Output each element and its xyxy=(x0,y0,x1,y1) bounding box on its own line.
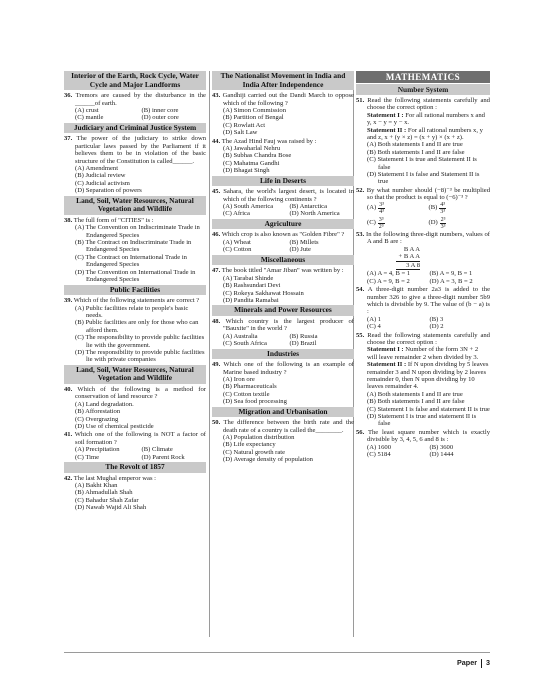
option-item: (C) Rowlatt Act xyxy=(223,121,266,129)
option-item: (D) Brazil xyxy=(289,340,317,348)
question-text: Which crop is also known as "Golden Fibre" ? xyxy=(221,231,345,239)
question-line xyxy=(212,92,354,107)
option-item: (C) Cotton textile xyxy=(223,390,270,398)
option-item: (C) Bahadur Shah Zafar xyxy=(75,496,139,504)
options-grid xyxy=(212,203,354,218)
question-line xyxy=(64,92,206,107)
option-item: (B) Climate xyxy=(141,446,173,454)
question-block xyxy=(212,188,354,218)
section-heading: Agriculture xyxy=(212,219,354,230)
option-item: (C) Mahatma Gandhi xyxy=(223,159,280,167)
option-item: (A) Jawaharlal Nehru xyxy=(223,145,281,153)
option-item: (C) 4 xyxy=(367,323,381,331)
question-55 xyxy=(356,332,490,428)
question-53 xyxy=(356,231,490,285)
question-text: Read the following statements carefully and choose the correct option : xyxy=(367,331,490,346)
option-item: (C) Overgrazing xyxy=(75,415,119,423)
option-item: (C) Judicial activism xyxy=(75,179,130,187)
option-item: (D) A = 3, B = 2 xyxy=(429,277,473,285)
question-number: 48. xyxy=(212,317,221,325)
question-text: The full form of "CITIES" is : xyxy=(73,216,154,224)
option-item: (B) The Contract on Indiscriminate Trade in Endangered Species xyxy=(75,239,192,254)
column-divider xyxy=(209,71,210,637)
statement-1: Statement I : Number of the form 3N + 2 will leave remainder 2 when divided by 3. xyxy=(367,346,479,361)
question-text: Which country is the largest producer of "Bauxite" in the world ? xyxy=(223,317,354,333)
question-text: Which one of the following is an example of Marine based industry ? xyxy=(223,361,355,376)
options-list xyxy=(212,434,354,464)
question-block xyxy=(212,92,354,136)
section-heading: The Nationalist Movement in India and India After Independence xyxy=(212,71,354,90)
option-item: (B) Both statements I and II are false xyxy=(367,398,465,406)
question-text: The book titled "Amar Jiban" was written by : xyxy=(221,267,344,275)
addition-problem: B A A + B A A 3 A 8 xyxy=(356,246,490,271)
option-item: (A) Public facilities relate to people's basic needs. xyxy=(75,304,189,319)
options-list xyxy=(212,145,354,175)
question-number: 56. xyxy=(356,428,365,436)
option-item: (A) Both statements I and II are true xyxy=(367,141,463,149)
option-item: (D) Sea food processing xyxy=(223,398,287,406)
options-list xyxy=(64,165,206,195)
question-block xyxy=(212,361,354,405)
question-line xyxy=(64,431,206,446)
question-line xyxy=(212,188,354,203)
option-item: (D) Statement I is true and statement II is false xyxy=(367,413,477,428)
options-list xyxy=(356,141,490,185)
options-list xyxy=(212,376,354,406)
option-item: (C) Rokeya Sakhawat Hossain xyxy=(223,289,304,297)
question-block xyxy=(212,138,354,175)
section-heading: Public Facilities xyxy=(64,285,206,296)
section-title-mathematics: MATHEMATICS xyxy=(356,71,490,83)
question-line xyxy=(212,318,354,333)
option-item: (C) Time xyxy=(75,453,100,461)
options-grid xyxy=(356,444,490,459)
question-block xyxy=(64,217,206,284)
section-heading: Life in Deserts xyxy=(212,176,354,187)
options-grid xyxy=(64,446,206,461)
question-text: Which of the following statements are correct ? xyxy=(73,297,200,305)
option-item: (B) Partition of Bengal xyxy=(223,114,284,122)
question-text: The least square number which is exactly divisible by 3, 4, 5, 6 and 8 is : xyxy=(367,428,490,444)
option-item: (D) 2 xyxy=(429,323,444,331)
column-social-science-2 xyxy=(212,71,354,465)
option-item: (B) Both statements I and II are false xyxy=(367,148,465,156)
option-item: (C) Statement I is false and statement II is true xyxy=(367,405,490,413)
option-item: (B) Millets xyxy=(289,238,319,246)
option-item: (D) Salt Law xyxy=(223,129,258,137)
option-item: (D) Statement I is false and Statement II is true xyxy=(367,171,480,186)
question-line xyxy=(212,231,354,238)
option-d: (D) $\frac{\text{2³}}{\text{3³}}$ xyxy=(428,216,446,230)
option-item: (A) 1600 xyxy=(367,443,391,451)
question-block xyxy=(64,135,206,194)
column-social-science-1 xyxy=(64,71,206,513)
question-text: The last Mughal emperor was : xyxy=(73,474,156,482)
option-item: (C) Africa xyxy=(223,210,250,218)
question-block xyxy=(64,475,206,512)
option-item: (B) Judicial review xyxy=(75,172,126,180)
question-text: Which of the following is a method for conservation of land resource ? xyxy=(75,385,206,401)
question-text: A three-digit number 2a3 is added to the number 326 to give a three-digit number 5b9 which is divisible by 9. The value of (b − a) is : xyxy=(367,286,490,316)
option-item: (A) South America xyxy=(223,203,274,211)
option-item: (A) Precipitation xyxy=(75,446,120,454)
question-line xyxy=(212,138,354,145)
option-item: (A) Australia xyxy=(223,332,258,340)
question-number: 55. xyxy=(356,331,365,339)
option-item: (B) inner core xyxy=(141,107,179,114)
column-mathematics xyxy=(356,71,490,459)
question-51 xyxy=(356,97,490,186)
question-text: Sahara, the world's largest desert, is located in which of the following continents ? xyxy=(223,188,355,203)
section-heading: Migration and Urbanisation xyxy=(212,407,354,418)
option-item: (B) Subhas Chandra Bose xyxy=(223,152,292,160)
option-item: (D) 1444 xyxy=(429,451,454,459)
question-number: 45. xyxy=(212,188,221,196)
option-item: (A) Bakht Khan xyxy=(75,482,118,489)
option-item: (D) North America xyxy=(289,210,340,218)
question-number: 47. xyxy=(212,267,221,275)
option-item: (C) Cotton xyxy=(223,246,252,254)
options-list xyxy=(212,107,354,137)
question-number: 40. xyxy=(64,385,73,393)
option-item: (A) 1 xyxy=(367,315,382,323)
option-item: (A) Population distribution xyxy=(223,433,295,441)
option-item: (A) Simon Commission xyxy=(223,107,287,114)
question-line xyxy=(64,386,206,401)
question-number: 36. xyxy=(64,92,73,100)
option-b: (B) $\frac{\text{4³}}{\text{3³}}$ xyxy=(428,201,446,215)
section-heading: Industries xyxy=(212,349,354,360)
question-block xyxy=(64,297,206,364)
question-number: 43. xyxy=(212,92,221,100)
question-number: 50. xyxy=(212,419,221,427)
question-number: 46. xyxy=(212,231,221,239)
question-line xyxy=(64,297,206,304)
question-block xyxy=(212,419,354,463)
footer-rule xyxy=(64,652,490,653)
options-grid xyxy=(356,270,490,285)
options-grid xyxy=(356,316,490,331)
option-item: (D) Separation of powers xyxy=(75,187,142,195)
option-item: (A) Land degradation. xyxy=(75,400,134,408)
question-54 xyxy=(356,286,490,330)
options-grid xyxy=(356,270,490,285)
section-subtitle: Number System xyxy=(356,84,490,95)
footer-label: Paper xyxy=(457,658,477,667)
section-heading: Minerals and Power Resources xyxy=(212,305,354,316)
option-item: (A) crust xyxy=(75,107,99,114)
section-heading: Judiciary and Criminal Justice System xyxy=(64,123,206,134)
question-52 xyxy=(356,187,490,230)
options-grid xyxy=(64,107,206,122)
option-item: (C) mantle xyxy=(75,114,104,122)
option-item: (C) Natural growth rate xyxy=(223,448,286,456)
option-item: (B) Pharmaceuticals xyxy=(223,383,277,391)
option-item: (B) Antarctica xyxy=(289,203,328,211)
options-list xyxy=(64,401,206,431)
option-item: (B) Russia xyxy=(289,332,318,340)
section-heading: Miscellaneous xyxy=(212,255,354,266)
option-item: (C) South Africa xyxy=(223,340,267,348)
question-text: By what number should (−8)⁻³ be multiplied so that the product is equal to (−6)⁻³ ? xyxy=(366,186,491,202)
question-number: 39. xyxy=(64,297,73,305)
question-block xyxy=(64,431,206,461)
option-item: (A) The Convention on Indiscriminate Trade in Endangered Species xyxy=(75,224,200,239)
question-block xyxy=(212,267,354,304)
options-list xyxy=(64,482,206,512)
options-grid xyxy=(212,333,354,348)
options-grid xyxy=(212,239,354,254)
question-number: 41. xyxy=(64,431,73,439)
option-item: (C) A = 9, B = 2 xyxy=(367,277,410,285)
options-list xyxy=(212,275,354,305)
question-line xyxy=(212,267,354,274)
option-item: (C) The responsibility to provide public facilities lie with the government. xyxy=(75,334,205,349)
question-number: 51. xyxy=(356,97,365,104)
section-heading: Land, Soil, Water Resources, Natural Vegetation and Wildlife xyxy=(64,365,206,384)
question-text: Read the following statements carefully and choose the correct option : xyxy=(367,97,490,112)
question-number: 37. xyxy=(64,135,73,143)
question-block xyxy=(212,231,354,253)
option-c: (C) $\frac{\text{3³}}{\text{2³}}$ xyxy=(367,216,384,230)
question-text: The power of the judiciary to strike down particular laws passed by the Parliament if it believes them to be in violation of the basic structure of the Constitution is called______. xyxy=(75,135,207,165)
statement-2: Statement II : If N upon dividing by 5 leaves remainder 3 and N upon dividing by 2 leaves remainder 0, then N upon dividing by 10 leaves remainder 4. xyxy=(367,361,489,391)
footer-separator xyxy=(481,659,482,668)
question-text: In the following three-digit numbers, values of A and B are : xyxy=(366,230,490,246)
option-item: (D) Jute xyxy=(289,246,311,254)
question-text: Which one of the following is NOT a factor of soil formation ? xyxy=(74,431,207,446)
options-list xyxy=(356,391,490,428)
option-item: (B) Afforestation xyxy=(75,408,121,416)
option-item: (A) Wheat xyxy=(223,238,251,246)
option-item: (D) The responsibility to provide public facilities lie with private companies xyxy=(75,348,205,364)
option-item: (D) Pandita Ramabai xyxy=(223,296,279,304)
question-text: The difference between the birth rate and the death rate of a country is called the________. xyxy=(223,419,354,434)
option-item: (D) Nawab Wajid Ali Shah xyxy=(75,504,147,512)
option-item: (C) Statement I is true and Statement II is false xyxy=(367,156,477,171)
option-item: (A) Tarabai Shinde xyxy=(223,274,274,282)
page-footer xyxy=(457,658,490,668)
question-number: 53. xyxy=(356,230,365,238)
question-block xyxy=(64,386,206,430)
option-item: (D) Average density of population xyxy=(223,456,313,464)
option-item: (D) Use of chemical pesticide xyxy=(75,422,154,430)
question-text: The Azad Hind Fauj was raised by : xyxy=(221,137,317,145)
question-text: Tremors are caused by the disturbance in the ______of earth. xyxy=(75,92,206,107)
option-a: (A) $\frac{\text{3³}}{\text{4³}}$ xyxy=(367,201,384,215)
options-grid xyxy=(356,316,490,331)
statement-1: Statement I : For all rational numbers x and y, x − y = y − x. xyxy=(367,111,485,127)
option-item: (A) Both statements I and II are true xyxy=(367,390,463,398)
question-line xyxy=(64,135,206,165)
option-item: (A) Amendment xyxy=(75,165,119,173)
option-item: (B) Rashsundari Devi xyxy=(223,282,281,290)
question-block xyxy=(212,318,354,348)
section-heading: The Revolt of 1857 xyxy=(64,462,206,473)
question-block xyxy=(64,92,206,122)
options-grid xyxy=(356,444,490,459)
option-item: (D) Parent Rock xyxy=(141,453,185,461)
question-56 xyxy=(356,429,490,459)
question-number: 44. xyxy=(212,137,221,145)
statement-2: Statement II : For all rational numbers x, y and z, x + (y × z) = (x + y) × (x + z). xyxy=(367,126,483,142)
section-heading: Land, Soil, Water Resources, Natural Vegetation and Wildlife xyxy=(64,196,206,215)
option-item: (C) The Contract on International Trade in Endangered Species xyxy=(75,253,187,269)
option-item: (D) outer core xyxy=(141,114,179,122)
option-item: (B) 3600 xyxy=(429,443,454,451)
question-line xyxy=(64,475,206,482)
option-item: (D) The Convention on International Trade in Endangered Species xyxy=(75,268,196,284)
question-number: 52. xyxy=(356,186,365,194)
question-text: Gandhiji carried out the Dandi March to oppose which of the following ? xyxy=(222,92,354,107)
option-item: (B) Ahmadullah Shah xyxy=(75,489,133,497)
option-item: (B) Life expectancy xyxy=(223,441,276,449)
option-item: (C) 5184 xyxy=(367,451,391,459)
question-number: 42. xyxy=(64,474,73,482)
question-line xyxy=(64,217,206,224)
page-number: 3 xyxy=(486,658,490,667)
option-item: (D) Bhagat Singh xyxy=(223,167,270,175)
fraction-options xyxy=(356,202,490,230)
option-item: (B) 3 xyxy=(429,315,444,323)
question-number: 49. xyxy=(212,361,221,369)
question-line xyxy=(212,419,354,434)
question-number: 38. xyxy=(64,216,73,224)
option-item: (A) Iron ore xyxy=(223,375,255,383)
section-heading: Interior of the Earth, Rock Cycle, Water Cycle and Major Landforms xyxy=(64,71,206,90)
options-list xyxy=(64,224,206,283)
option-item: (B) A = 9, B = 1 xyxy=(429,270,473,278)
option-item: (B) Public facilities are only for those who can afford them. xyxy=(75,319,199,334)
question-line xyxy=(212,361,354,376)
options-list xyxy=(64,305,206,364)
option-item: (A) A = 4, B = 1 xyxy=(367,270,411,278)
question-number: 54. xyxy=(356,286,365,294)
